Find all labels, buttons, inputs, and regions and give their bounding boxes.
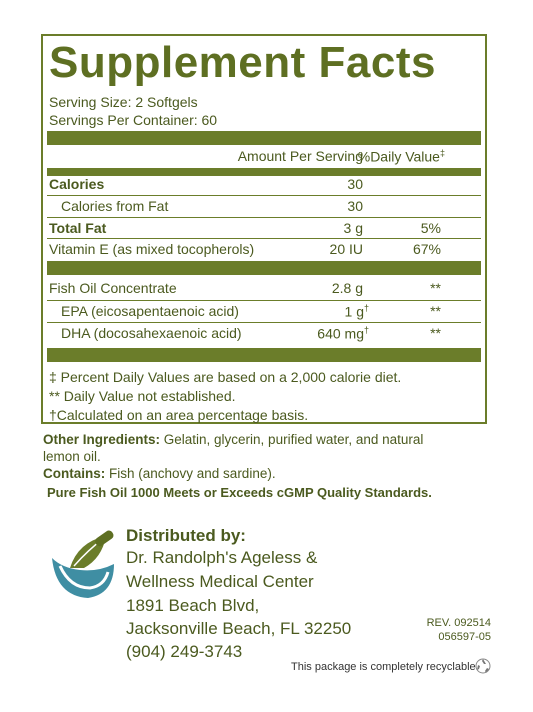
row-divider bbox=[47, 238, 481, 239]
servings-per-container: Servings Per Container: 60 bbox=[49, 112, 218, 128]
nutrient-amount: 640 mg† bbox=[317, 325, 369, 342]
nutrient-label: Calories bbox=[49, 176, 105, 192]
thick-divider bbox=[47, 261, 481, 275]
nutrient-row-total-fat bbox=[49, 220, 481, 240]
nutrient-amount: 30 bbox=[347, 198, 363, 214]
quality-statement: Pure Fish Oil 1000 Meets or Exceeds cGMP Quality Standards. bbox=[47, 485, 432, 500]
nutrient-dv: ** bbox=[430, 280, 441, 296]
nutrient-row-dha bbox=[49, 325, 481, 345]
contains-statement bbox=[43, 466, 276, 481]
daily-value-header: %Daily Value‡ bbox=[357, 148, 445, 165]
nutrient-row-epa bbox=[49, 303, 481, 323]
medium-divider bbox=[47, 168, 481, 176]
thick-divider bbox=[47, 348, 481, 362]
revision-number: REV. 092514 bbox=[426, 617, 491, 629]
nutrient-label: Calories from Fat bbox=[61, 198, 169, 214]
nutrient-dv: ** bbox=[430, 303, 441, 319]
nutrient-amount: 2.8 g bbox=[331, 280, 363, 296]
distributor-phone: (904) 249-3743 bbox=[126, 642, 243, 661]
row-divider bbox=[47, 195, 481, 196]
nutrient-amount: 20 IU bbox=[329, 241, 363, 257]
distributor-line: Dr. Randolph's Ageless & bbox=[126, 548, 318, 567]
footnote-area-percentage: †Calculated on an area percentage basis. bbox=[49, 407, 309, 423]
nutrient-dv: ** bbox=[430, 325, 441, 341]
nutrient-label: Total Fat bbox=[49, 220, 107, 236]
row-divider bbox=[47, 322, 481, 323]
amount-header: Amount Per Serving bbox=[237, 148, 363, 164]
footnote-daily-values: ‡ Percent Daily Values are based on a 2,000 calorie diet. bbox=[49, 369, 402, 385]
mortar-pestle-leaf-icon bbox=[48, 528, 118, 604]
nutrient-label: DHA (docosahexaenoic acid) bbox=[61, 325, 242, 341]
contains-label: Contains: bbox=[43, 466, 106, 481]
distributor-line: Wellness Medical Center bbox=[126, 572, 314, 591]
column-headers bbox=[49, 148, 481, 168]
footnote-not-established: ** Daily Value not established. bbox=[49, 388, 236, 404]
nutrient-dv: 67% bbox=[412, 241, 441, 257]
nutrient-label: Vitamin E (as mixed tocopherols) bbox=[49, 241, 255, 257]
distributor-heading: Distributed by: bbox=[126, 526, 246, 545]
other-ingredients-text: Gelatin, glycerin, purified water, and natural bbox=[160, 432, 424, 447]
nutrient-row-calories-from-fat bbox=[49, 198, 481, 218]
nutrient-row-vitamin-e bbox=[49, 241, 481, 261]
nutrient-amount: 3 g bbox=[343, 220, 363, 236]
nutrient-amount: 1 g† bbox=[344, 303, 369, 320]
thick-divider bbox=[47, 131, 481, 145]
serving-size: Serving Size: 2 Softgels bbox=[49, 94, 198, 110]
supplement-facts-panel bbox=[41, 34, 487, 424]
nutrient-dv: 5% bbox=[420, 220, 441, 236]
nutrient-label: EPA (eicosapentaenoic acid) bbox=[61, 303, 239, 319]
panel-title: Supplement Facts bbox=[49, 38, 436, 87]
nutrient-row-fish-oil bbox=[49, 280, 481, 300]
nutrient-amount: 30 bbox=[347, 176, 363, 192]
other-ingredients-continued: lemon oil. bbox=[43, 449, 101, 464]
recycle-icon bbox=[474, 657, 492, 675]
recycle-statement: This package is completely recyclable bbox=[291, 661, 476, 673]
other-ingredients-label: Other Ingredients: bbox=[43, 432, 161, 447]
row-divider bbox=[47, 217, 481, 218]
product-code: 056597-05 bbox=[438, 631, 491, 643]
nutrient-label: Fish Oil Concentrate bbox=[49, 280, 177, 296]
nutrient-row-calories bbox=[49, 176, 481, 196]
other-ingredients bbox=[43, 432, 423, 447]
row-divider bbox=[47, 300, 481, 301]
contains-text: Fish (anchovy and sardine). bbox=[105, 466, 276, 481]
distributor-city: Jacksonville Beach, FL 32250 bbox=[126, 619, 352, 638]
distributor-address: 1891 Beach Blvd, bbox=[126, 596, 260, 615]
